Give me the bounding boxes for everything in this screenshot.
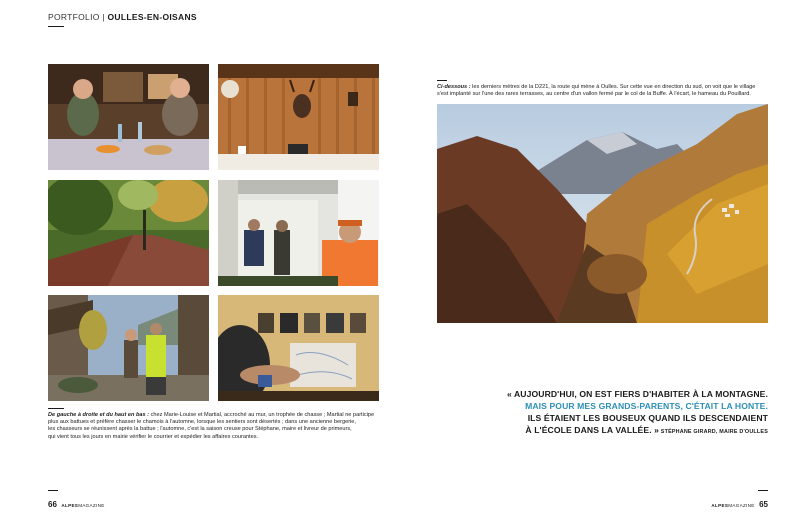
section-header bbox=[48, 12, 197, 22]
photo-village-mayor bbox=[48, 295, 209, 401]
footer-rule-left bbox=[48, 490, 58, 491]
left-caption-line3: les chasseurs se réunissent après la battue ; l'automne, c'est la saison creuse pour Stéphane, maire et livreur de primeurs, bbox=[48, 426, 352, 433]
quote-author: STÉPHANE GIRARD, MAIRE D'OULLES bbox=[659, 429, 768, 435]
left-caption bbox=[48, 412, 378, 441]
photo-forest-path bbox=[48, 180, 209, 286]
quote-line-1: « AUJOURD'HUI, ON EST FIERS D'HABITER À LA MONTAGNE. bbox=[506, 389, 768, 399]
left-caption-line4: qui vient tous les jours en mairie vérifier le courrier et expédier les affaires courantes. bbox=[48, 433, 259, 440]
caption-rule-right bbox=[437, 80, 447, 81]
page-number-right: 65 bbox=[759, 500, 768, 509]
quote-line-3: ILS ÉTAIENT LES BOUSEUX QUAND ILS DESCENDAIENT bbox=[527, 413, 768, 423]
photo-hunters-sheepfold bbox=[218, 180, 379, 286]
footer-left bbox=[48, 494, 105, 512]
right-caption-line1: les derniers mètres de la D221, la route qui mène à Oulles. Sur cette vue en direction du sud, on voit que le village bbox=[470, 84, 756, 90]
right-caption bbox=[437, 84, 765, 98]
magazine-name-bold-left: ALPES bbox=[61, 503, 79, 508]
magazine-name-light-right: MAGAZINE bbox=[728, 503, 755, 508]
page-number-left: 66 bbox=[48, 500, 57, 509]
quote-line-2: MAIS POUR MES GRANDS-PARENTS, C'ÉTAIT LA HONTE. bbox=[525, 401, 768, 411]
left-caption-line2: plus aux battues et préfère chasser le chamois à l'automne, lorsque les sentiers sont désertés ; dans une ancienne bergerie, bbox=[48, 419, 356, 426]
right-caption-lead: Ci-dessous : bbox=[437, 84, 471, 90]
photo-hunting-trophy bbox=[218, 64, 379, 170]
section-label: PORTFOLIO bbox=[48, 12, 100, 22]
magazine-name-light-left: MAGAZINE bbox=[78, 503, 105, 508]
header-separator: | bbox=[99, 12, 108, 22]
footer-right bbox=[690, 494, 768, 512]
photo-town-hall-office bbox=[218, 295, 379, 401]
footer-rule-right bbox=[758, 490, 768, 491]
photo-valley-landscape bbox=[437, 104, 768, 323]
magazine-name-bold-right: ALPES bbox=[711, 503, 729, 508]
right-caption-line2: s'est implanté sur l'une des rares terrasses, au centre d'un vallon fermé par le col de la Buffe. À l'écart, le hameau du Pouillard. bbox=[437, 91, 751, 98]
left-caption-line1: chez Marie-Louise et Martial, accroché au mur, un trophée de chasse ; Martial ne participe bbox=[149, 412, 375, 418]
quote-line-4: À L'ÉCOLE DANS LA VALLÉE. » bbox=[525, 425, 660, 435]
pull-quote bbox=[437, 388, 768, 438]
place-name: OULLES-EN-OISANS bbox=[107, 12, 197, 22]
photo-kitchen-couple bbox=[48, 64, 209, 170]
caption-rule-left bbox=[48, 408, 64, 409]
header-rule bbox=[48, 26, 64, 27]
left-caption-lead: De gauche à droite et du haut en bas : bbox=[48, 412, 150, 418]
